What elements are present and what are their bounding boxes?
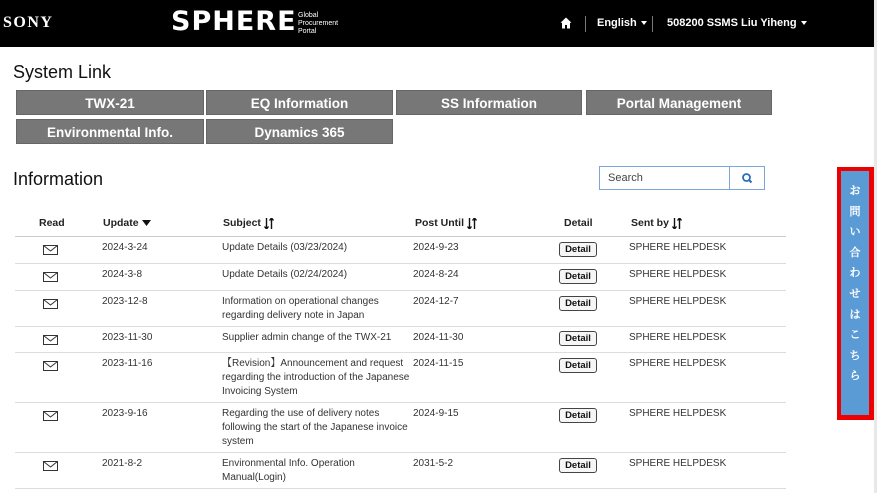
sent-by: SPHERE HELPDESK [629,296,727,307]
top-header [0,0,874,47]
post-until-date: 2024-9-15 [413,408,459,419]
contact-us-tab[interactable]: お 問 い 合 わ せ は こ ち ら [841,171,869,415]
sort-icon [672,218,682,229]
table-row[interactable] [15,353,786,403]
detail-button[interactable]: Detail [559,458,597,473]
sent-by: SPHERE HELPDESK [629,332,727,343]
update-date: 2023-12-8 [102,296,148,307]
table-row[interactable] [15,264,786,291]
search-button[interactable] [729,166,765,190]
subject-link[interactable]: 【Revision】Announcement and request regarding the introduction of the Japanese Invoicing System [222,358,410,397]
sony-logo: SONY [3,14,54,31]
information-table-header [15,212,786,237]
subject-link[interactable]: Update Details (02/24/2024) [222,269,348,280]
update-date: 2023-11-16 [102,358,153,369]
post-until-date: 2024-11-30 [413,332,464,343]
search-icon [730,167,766,191]
subject-link[interactable]: Information on operational changes regarding delivery note in Japan [222,296,379,321]
detail-button[interactable]: Detail [559,408,597,423]
post-until-date: 2024-12-7 [413,296,459,307]
sphere-logo-subtitle: Global Procurement Portal [298,12,339,35]
table-row[interactable] [15,291,786,327]
envelope-icon [43,245,58,255]
subject-link[interactable]: Environmental Info. Operation Manual(Login) [222,458,355,483]
table-row[interactable] [15,237,786,264]
column-post-until[interactable]: Post Until [415,217,477,229]
table-row[interactable] [15,453,786,489]
column-read: Read [39,217,65,229]
eq-information-button[interactable]: EQ Information [206,90,393,115]
post-until-date: 2031-5-2 [413,458,454,469]
language-dropdown[interactable]: English [597,17,647,29]
column-sent-by[interactable]: Sent by [631,217,682,229]
sort-desc-icon [142,220,151,227]
caret-down-icon [641,21,647,25]
sort-icon [264,218,274,229]
system-link-title: System Link [13,62,112,82]
subject-link[interactable]: Update Details (03/23/2024) [222,242,348,253]
environmental-info-button[interactable]: Environmental Info. [16,119,204,144]
column-subject[interactable]: Subject [223,217,274,229]
update-date: 2024-3-8 [102,269,143,280]
contact-tab-highlight [837,167,877,420]
envelope-icon [43,361,58,371]
table-row[interactable] [15,327,786,353]
sent-by: SPHERE HELPDESK [629,242,727,253]
post-until-date: 2024-8-24 [413,269,459,280]
detail-button[interactable]: Detail [559,242,597,257]
user-menu[interactable]: 508200 SSMS Liu Yiheng [667,17,807,29]
header-separator [585,16,586,32]
detail-button[interactable]: Detail [559,358,597,373]
sent-by: SPHERE HELPDESK [629,358,727,369]
post-until-date: 2024-9-23 [413,242,459,253]
sent-by: SPHERE HELPDESK [629,408,727,419]
subject-link[interactable]: Supplier admin change of the TWX-21 [222,332,392,343]
envelope-icon [43,335,58,345]
envelope-icon [43,272,58,282]
dynamics-365-button[interactable]: Dynamics 365 [206,119,393,144]
portal-management-button[interactable]: Portal Management [586,90,772,115]
column-update[interactable]: Update [103,217,151,229]
twx21-button[interactable]: TWX-21 [16,90,204,115]
sort-icon [467,218,477,229]
information-title: Information [13,169,104,189]
detail-button[interactable]: Detail [559,296,597,311]
caret-down-icon [801,21,807,25]
sphere-logo[interactable]: SPHERE [171,6,297,37]
envelope-icon [43,461,58,471]
sent-by: SPHERE HELPDESK [629,458,727,469]
post-until-date: 2024-11-15 [413,358,464,369]
sent-by: SPHERE HELPDESK [629,269,727,280]
ss-information-button[interactable]: SS Information [396,90,582,115]
update-date: 2023-9-16 [102,408,148,419]
update-date: 2024-3-24 [102,242,148,253]
home-icon[interactable] [560,17,572,29]
update-date: 2023-11-30 [102,332,153,343]
envelope-icon [43,411,58,421]
envelope-icon [43,299,58,309]
update-date: 2021-8-2 [102,458,143,469]
detail-button[interactable]: Detail [559,331,597,346]
subject-link[interactable]: Regarding the use of delivery notes following the start of the Japanese invoice system [222,408,408,447]
detail-button[interactable]: Detail [559,269,597,284]
table-row[interactable] [15,403,786,453]
search-input[interactable] [599,166,730,190]
header-separator [652,16,653,32]
column-detail: Detail [564,217,593,229]
